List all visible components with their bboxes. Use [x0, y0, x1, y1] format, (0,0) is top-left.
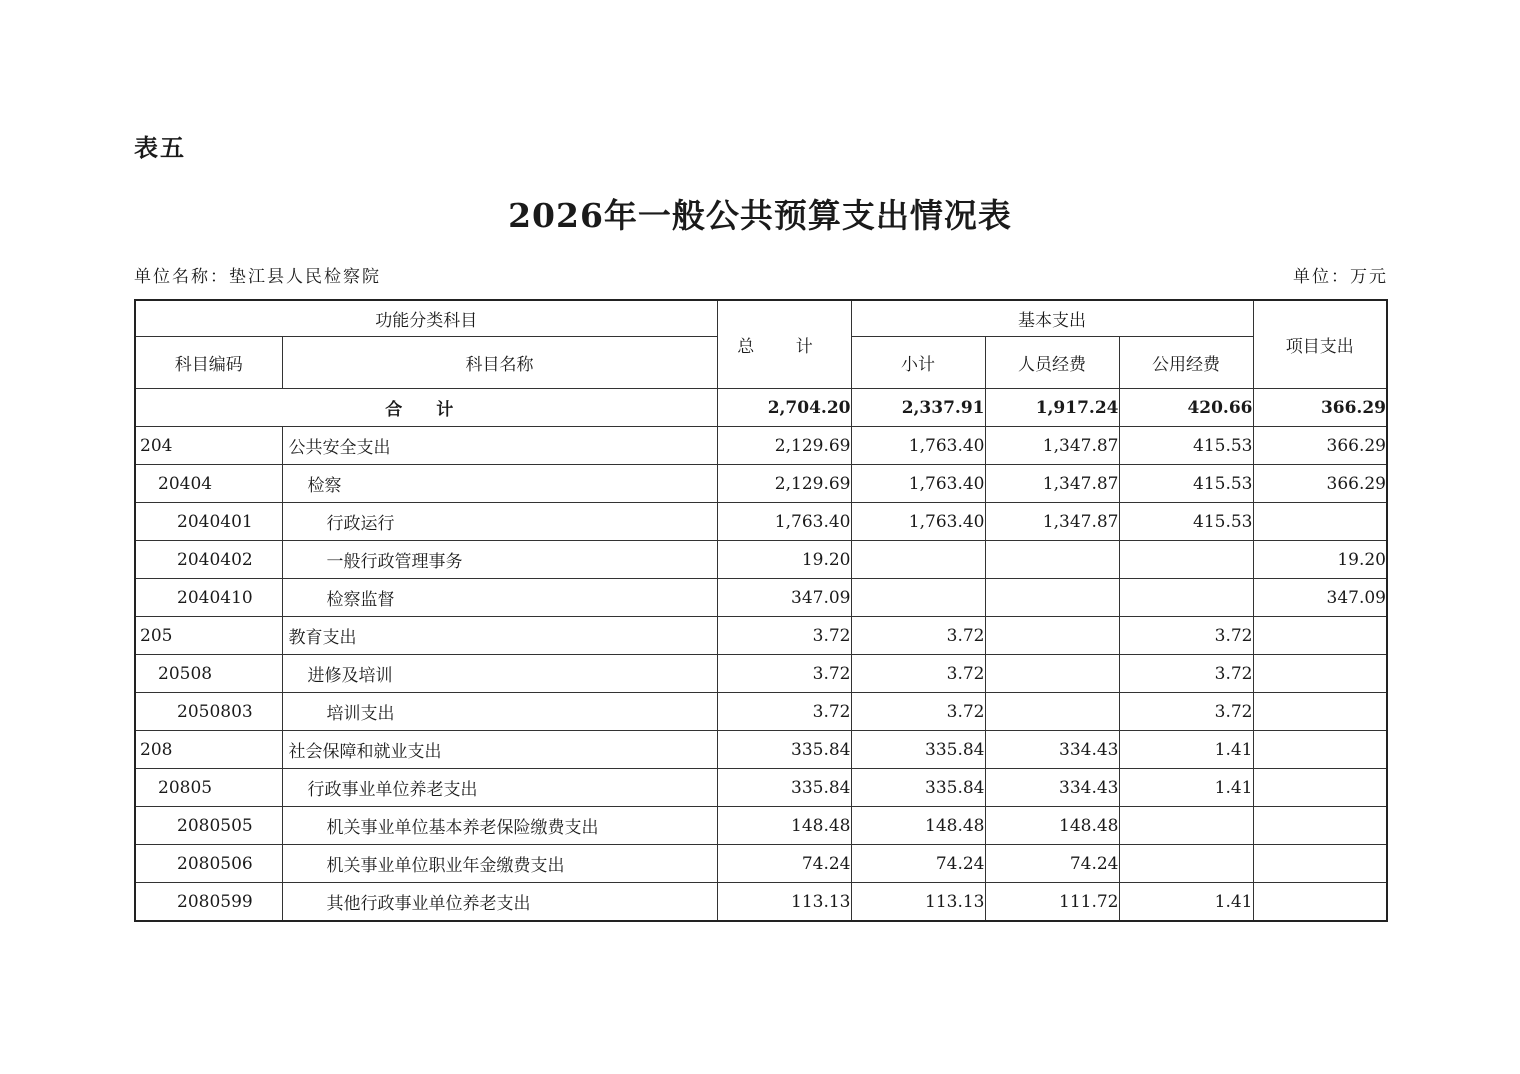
subject-code-cell: 2040410 [135, 579, 282, 617]
table-row [135, 845, 1387, 883]
project-cell [1253, 807, 1387, 845]
table-row [135, 693, 1387, 731]
meta-row [134, 262, 1388, 287]
subject-name-cell: 行政运行 [282, 503, 717, 541]
public-use-cell: 3.72 [1119, 693, 1253, 731]
public-use-cell [1119, 845, 1253, 883]
public-use-cell: 415.53 [1119, 503, 1253, 541]
project-cell: 347.09 [1253, 579, 1387, 617]
table-number-label: 表五 [134, 134, 186, 162]
subtotal-cell: 335.84 [851, 769, 985, 807]
header-subject-name: 科目名称 [282, 337, 717, 389]
personnel-cell: 111.72 [985, 883, 1119, 922]
subject-code-cell: 20404 [135, 465, 282, 503]
subject-code-cell: 205 [135, 617, 282, 655]
currency-unit-label: 单位：万元 [1293, 267, 1388, 287]
header-project-expense: 项目支出 [1253, 300, 1387, 389]
total-project-cell: 366.29 [1253, 389, 1387, 427]
subject-code-cell: 2040402 [135, 541, 282, 579]
public-use-cell: 1.41 [1119, 731, 1253, 769]
total-public-use-cell: 420.66 [1119, 389, 1253, 427]
table-row [135, 655, 1387, 693]
header-basic-expense: 基本支出 [851, 300, 1253, 337]
personnel-cell: 74.24 [985, 845, 1119, 883]
table-row [135, 617, 1387, 655]
subject-name-cell: 检察 [282, 465, 717, 503]
subject-name-cell: 社会保障和就业支出 [282, 731, 717, 769]
subject-name-cell: 行政事业单位养老支出 [282, 769, 717, 807]
subtotal-cell [851, 541, 985, 579]
subject-name-cell: 教育支出 [282, 617, 717, 655]
total-cell: 2,129.69 [717, 427, 851, 465]
total-cell: 3.72 [717, 693, 851, 731]
personnel-cell: 1,347.87 [985, 427, 1119, 465]
public-use-cell: 415.53 [1119, 427, 1253, 465]
public-use-cell: 1.41 [1119, 883, 1253, 922]
subtotal-cell: 3.72 [851, 655, 985, 693]
table-row [135, 769, 1387, 807]
subject-name-cell: 机关事业单位基本养老保险缴费支出 [282, 807, 717, 845]
subject-code-cell: 2050803 [135, 693, 282, 731]
project-cell [1253, 845, 1387, 883]
personnel-cell: 148.48 [985, 807, 1119, 845]
subject-code-cell: 20805 [135, 769, 282, 807]
project-cell [1253, 731, 1387, 769]
subject-name-cell: 一般行政管理事务 [282, 541, 717, 579]
total-cell: 2,129.69 [717, 465, 851, 503]
project-cell: 19.20 [1253, 541, 1387, 579]
subtotal-cell: 113.13 [851, 883, 985, 922]
table-row [135, 579, 1387, 617]
public-use-cell [1119, 579, 1253, 617]
total-cell: 347.09 [717, 579, 851, 617]
project-cell [1253, 617, 1387, 655]
subtotal-cell: 1,763.40 [851, 427, 985, 465]
page-title: 2026年一般公共预算支出情况表 [508, 196, 1012, 235]
project-cell [1253, 655, 1387, 693]
total-cell: 1,763.40 [717, 503, 851, 541]
total-cell: 335.84 [717, 769, 851, 807]
personnel-cell [985, 579, 1119, 617]
subject-code-cell: 20508 [135, 655, 282, 693]
total-cell: 74.24 [717, 845, 851, 883]
table-row [135, 427, 1387, 465]
header-func-category: 功能分类科目 [135, 300, 717, 337]
personnel-cell [985, 693, 1119, 731]
project-cell [1253, 693, 1387, 731]
subject-code-cell: 2080599 [135, 883, 282, 922]
total-cell: 3.72 [717, 617, 851, 655]
personnel-cell: 1,347.87 [985, 503, 1119, 541]
total-cell: 113.13 [717, 883, 851, 922]
subtotal-cell: 3.72 [851, 693, 985, 731]
header-public-use: 公用经费 [1119, 337, 1253, 389]
total-total-cell: 2,704.20 [717, 389, 851, 427]
total-subtotal-cell: 2,337.91 [851, 389, 985, 427]
table-row [135, 541, 1387, 579]
public-use-cell [1119, 807, 1253, 845]
personnel-cell: 1,347.87 [985, 465, 1119, 503]
subject-code-cell: 2080505 [135, 807, 282, 845]
total-cell: 19.20 [717, 541, 851, 579]
subject-code-cell: 2080506 [135, 845, 282, 883]
table-row [135, 503, 1387, 541]
total-label: 合 计 [135, 389, 717, 427]
table-row [135, 465, 1387, 503]
total-row [135, 389, 1387, 427]
personnel-cell [985, 655, 1119, 693]
header-total: 总 计 [717, 300, 851, 389]
project-cell [1253, 503, 1387, 541]
table-row [135, 731, 1387, 769]
subject-name-cell: 进修及培训 [282, 655, 717, 693]
table-row [135, 807, 1387, 845]
public-use-cell: 3.72 [1119, 617, 1253, 655]
personnel-cell: 334.43 [985, 731, 1119, 769]
subject-code-cell: 2040401 [135, 503, 282, 541]
subject-name-cell: 公共安全支出 [282, 427, 717, 465]
total-cell: 335.84 [717, 731, 851, 769]
subject-name-cell: 检察监督 [282, 579, 717, 617]
subtotal-cell: 1,763.40 [851, 465, 985, 503]
personnel-cell [985, 541, 1119, 579]
header-subtotal: 小计 [851, 337, 985, 389]
subtotal-cell: 1,763.40 [851, 503, 985, 541]
total-cell: 148.48 [717, 807, 851, 845]
subtotal-cell [851, 579, 985, 617]
table-row [135, 883, 1387, 922]
project-cell: 366.29 [1253, 427, 1387, 465]
subject-name-cell: 机关事业单位职业年金缴费支出 [282, 845, 717, 883]
subject-name-cell: 其他行政事业单位养老支出 [282, 883, 717, 922]
public-use-cell [1119, 541, 1253, 579]
subtotal-cell: 335.84 [851, 731, 985, 769]
header-subject-code: 科目编码 [135, 337, 282, 389]
subtotal-cell: 74.24 [851, 845, 985, 883]
unit-name-label: 单位名称：垫江县人民检察院 [134, 267, 381, 287]
subtotal-cell: 148.48 [851, 807, 985, 845]
budget-table [134, 299, 1388, 922]
personnel-cell [985, 617, 1119, 655]
subject-name-cell: 培训支出 [282, 693, 717, 731]
subject-code-cell: 208 [135, 731, 282, 769]
public-use-cell: 1.41 [1119, 769, 1253, 807]
project-cell [1253, 883, 1387, 922]
total-cell: 3.72 [717, 655, 851, 693]
subtotal-cell: 3.72 [851, 617, 985, 655]
project-cell: 366.29 [1253, 465, 1387, 503]
public-use-cell: 3.72 [1119, 655, 1253, 693]
total-personnel-cell: 1,917.24 [985, 389, 1119, 427]
subject-code-cell: 204 [135, 427, 282, 465]
header-personnel: 人员经费 [985, 337, 1119, 389]
personnel-cell: 334.43 [985, 769, 1119, 807]
project-cell [1253, 769, 1387, 807]
public-use-cell: 415.53 [1119, 465, 1253, 503]
